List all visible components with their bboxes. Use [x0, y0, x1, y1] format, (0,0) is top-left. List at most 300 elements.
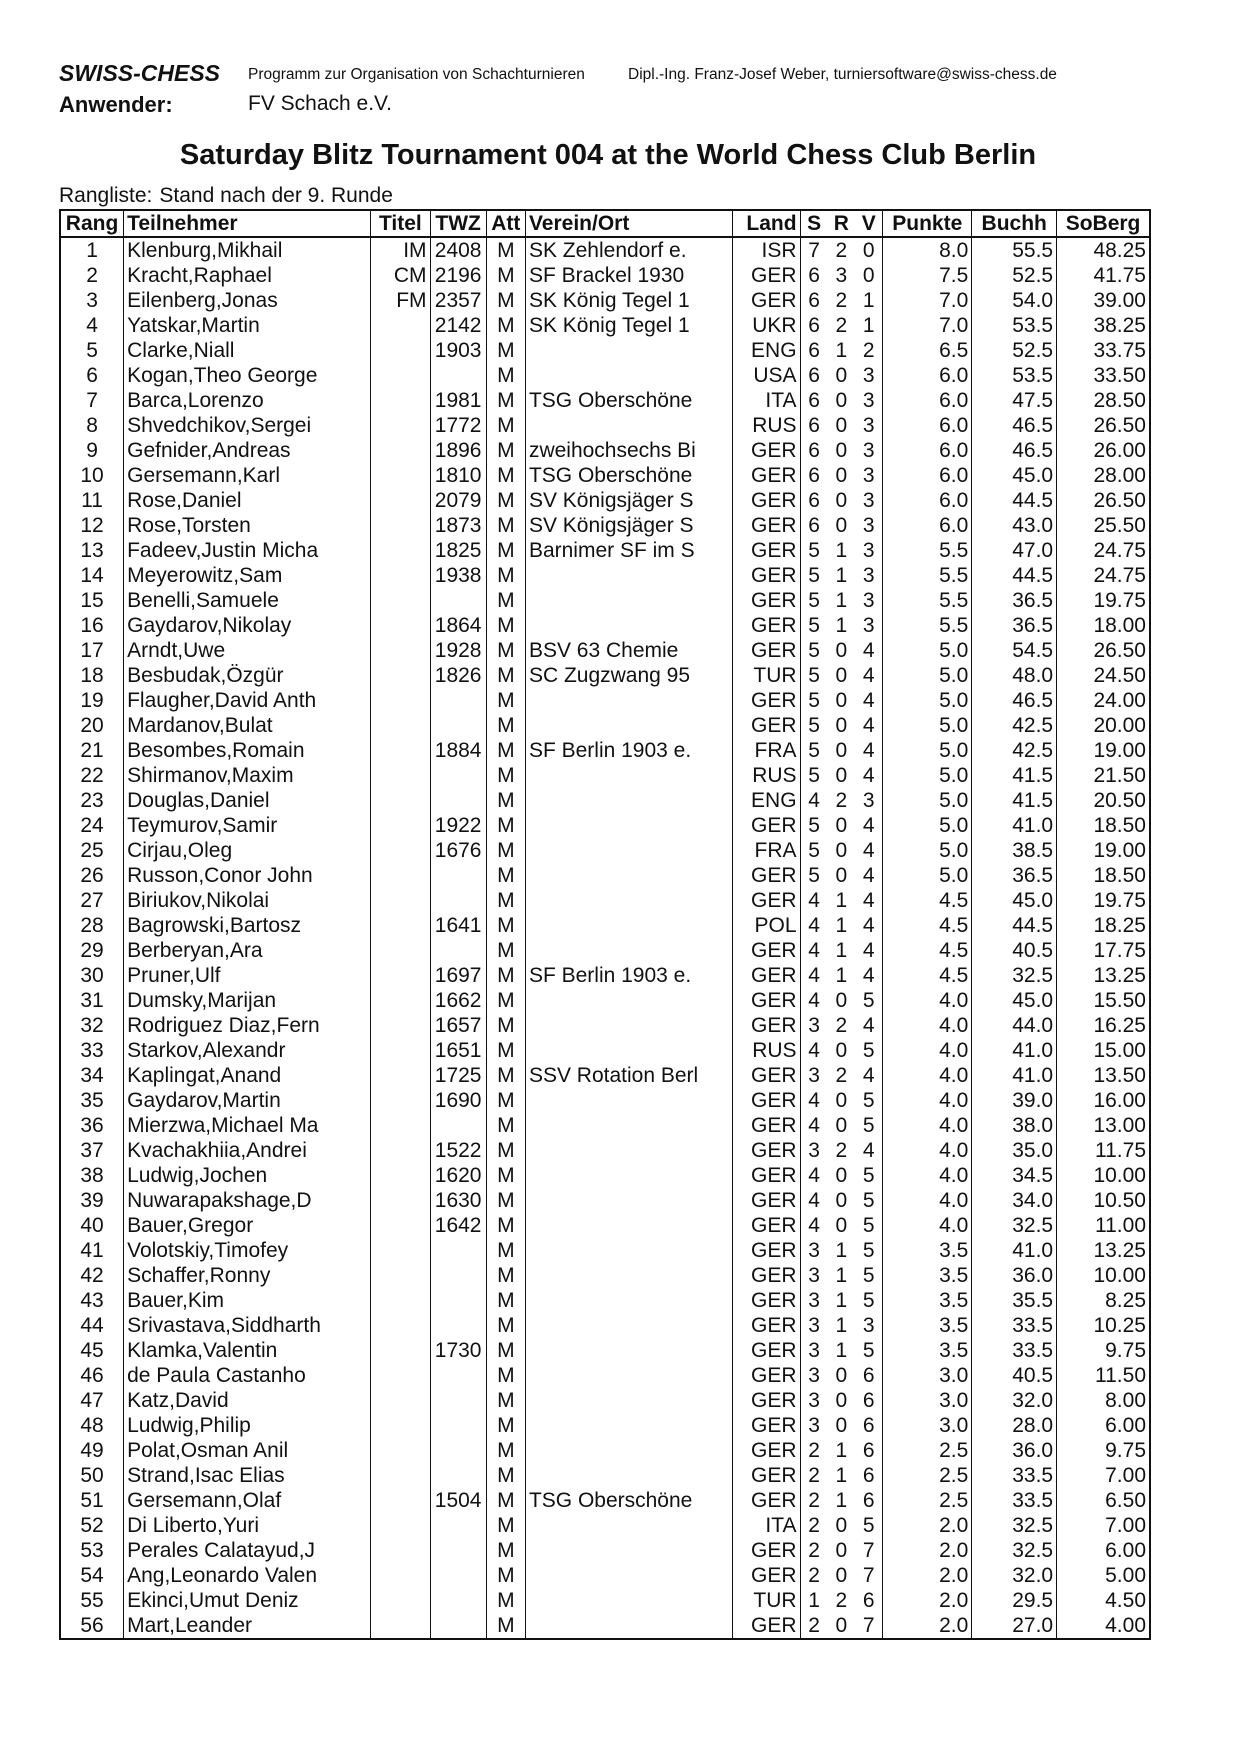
cell-draws: 0 — [835, 1514, 848, 1537]
cell-country: GER — [732, 1463, 800, 1488]
cell-rating: 1864 — [430, 613, 486, 638]
cell-player-name: Douglas,Daniel — [124, 788, 371, 813]
cell-rating: 1826 — [430, 663, 486, 688]
table-row — [60, 1163, 1150, 1188]
cell-buchholz: 54.0 — [972, 288, 1057, 313]
cell-player-name: Shvedchikov,Sergei — [124, 413, 371, 438]
cell-rank: 2 — [60, 263, 124, 288]
cell-club — [525, 1238, 732, 1263]
cell-country: GER — [732, 563, 800, 588]
cell-buchholz: 41.5 — [972, 788, 1057, 813]
cell-rating: 1896 — [430, 438, 486, 463]
cell-club: TSG Oberschöne — [525, 463, 732, 488]
cell-rating — [430, 1413, 486, 1438]
cell-points: 6.0 — [883, 513, 972, 538]
cell-sonneborn-berger: 25.50 — [1057, 513, 1150, 538]
cell-points: 3.5 — [883, 1313, 972, 1338]
cell-draws: 1 — [835, 1439, 848, 1462]
cell-points: 6.5 — [883, 338, 972, 363]
cell-draws: 0 — [835, 1414, 848, 1437]
cell-country: RUS — [732, 763, 800, 788]
cell-rating: 1620 — [430, 1163, 486, 1188]
cell-buchholz: 38.0 — [972, 1113, 1057, 1138]
cell-player-name: Bauer,Kim — [124, 1288, 371, 1313]
table-row — [60, 1313, 1150, 1338]
table-row — [60, 838, 1150, 863]
cell-points: 5.5 — [883, 613, 972, 638]
cell-losses: 6 — [855, 1438, 883, 1463]
cell-losses: 4 — [855, 763, 883, 788]
cell-wins: 5 — [800, 613, 828, 638]
cell-club — [525, 1188, 732, 1213]
cell-sonneborn-berger: 4.00 — [1057, 1613, 1150, 1639]
table-row — [60, 788, 1150, 813]
table-row — [60, 888, 1150, 913]
cell-sonneborn-berger: 9.75 — [1057, 1338, 1150, 1363]
col-header-rang: Rang — [60, 210, 124, 237]
cell-wins: 6 — [800, 513, 828, 538]
cell-country: GER — [732, 1413, 800, 1438]
cell-club — [525, 338, 732, 363]
cell-player-name: Clarke,Niall — [124, 338, 371, 363]
table-row — [60, 1563, 1150, 1588]
cell-points: 5.0 — [883, 663, 972, 688]
cell-rank: 41 — [60, 1238, 124, 1263]
cell-draws: 0 — [835, 989, 848, 1012]
cell-club — [525, 1138, 732, 1163]
cell-draws: 0 — [835, 489, 848, 512]
cell-rank: 45 — [60, 1338, 124, 1363]
cell-sonneborn-berger: 19.75 — [1057, 888, 1150, 913]
cell-losses: 2 — [855, 338, 883, 363]
cell-attribute: M — [486, 838, 525, 863]
cell-buchholz: 52.5 — [972, 338, 1057, 363]
cell-draws: 1 — [835, 1289, 848, 1312]
cell-club — [525, 1463, 732, 1488]
cell-country: FRA — [732, 838, 800, 863]
cell-title — [371, 1563, 430, 1588]
cell-buchholz: 44.5 — [972, 488, 1057, 513]
cell-wins: 6 — [800, 388, 828, 413]
table-row — [60, 613, 1150, 638]
cell-points: 5.0 — [883, 788, 972, 813]
cell-sonneborn-berger: 33.50 — [1057, 363, 1150, 388]
cell-wins: 4 — [800, 788, 828, 813]
cell-rating: 1981 — [430, 388, 486, 413]
cell-buchholz: 32.5 — [972, 963, 1057, 988]
cell-club: TSG Oberschöne — [525, 1488, 732, 1513]
cell-wins: 5 — [800, 538, 828, 563]
cell-attribute: M — [486, 1013, 525, 1038]
table-row — [60, 963, 1150, 988]
cell-club — [525, 1288, 732, 1313]
cell-sonneborn-berger: 6.00 — [1057, 1538, 1150, 1563]
cell-attribute: M — [486, 338, 525, 363]
cell-rating: 2196 — [430, 263, 486, 288]
table-row — [60, 1288, 1150, 1313]
cell-country: GER — [732, 1313, 800, 1338]
cell-rating — [430, 1463, 486, 1488]
cell-rating — [430, 863, 486, 888]
cell-sonneborn-berger: 26.00 — [1057, 438, 1150, 463]
cell-losses: 3 — [855, 788, 883, 813]
cell-points: 3.5 — [883, 1263, 972, 1288]
program-description: Programm zur Organisation von Schachturnieren — [248, 66, 585, 83]
cell-points: 3.5 — [883, 1238, 972, 1263]
cell-losses: 5 — [855, 1163, 883, 1188]
user-name: FV Schach e.V. — [248, 92, 392, 115]
cell-rank: 31 — [60, 988, 124, 1013]
brand-name: SWISS-CHESS — [59, 60, 221, 86]
cell-draws: 0 — [835, 1114, 848, 1137]
cell-points: 5.5 — [883, 588, 972, 613]
cell-sonneborn-berger: 26.50 — [1057, 413, 1150, 438]
cell-rank: 30 — [60, 963, 124, 988]
cell-attribute: M — [486, 513, 525, 538]
table-row — [60, 913, 1150, 938]
cell-sonneborn-berger: 48.25 — [1057, 237, 1150, 263]
cell-club — [525, 1113, 732, 1138]
table-row — [60, 488, 1150, 513]
cell-points: 4.0 — [883, 1213, 972, 1238]
cell-sonneborn-berger: 16.25 — [1057, 1013, 1150, 1038]
cell-attribute: M — [486, 1413, 525, 1438]
cell-country: GER — [732, 813, 800, 838]
cell-rating: 1651 — [430, 1038, 486, 1063]
cell-draws: 0 — [835, 1364, 848, 1387]
cell-points: 5.0 — [883, 688, 972, 713]
cell-sonneborn-berger: 7.00 — [1057, 1463, 1150, 1488]
cell-losses: 5 — [855, 1263, 883, 1288]
cell-rating — [430, 1563, 486, 1588]
cell-rating: 1903 — [430, 338, 486, 363]
cell-attribute: M — [486, 388, 525, 413]
cell-title: FM — [371, 288, 430, 313]
cell-rating: 1825 — [430, 538, 486, 563]
cell-wins: 3 — [800, 1263, 828, 1288]
cell-losses: 4 — [855, 938, 883, 963]
cell-losses: 4 — [855, 863, 883, 888]
cell-losses: 5 — [855, 1288, 883, 1313]
cell-player-name: Kaplingat,Anand — [124, 1063, 371, 1088]
cell-country: GER — [732, 988, 800, 1013]
cell-draws: 0 — [835, 814, 848, 837]
cell-player-name: Dumsky,Marijan — [124, 988, 371, 1013]
cell-rating: 1657 — [430, 1013, 486, 1038]
cell-points: 4.0 — [883, 1163, 972, 1188]
cell-club: SK König Tegel 1 — [525, 288, 732, 313]
cell-club — [525, 588, 732, 613]
table-row — [60, 1063, 1150, 1088]
table-row — [60, 1513, 1150, 1538]
cell-title — [371, 788, 430, 813]
cell-title — [371, 1138, 430, 1163]
cell-losses: 5 — [855, 1213, 883, 1238]
cell-losses: 3 — [855, 588, 883, 613]
cell-country: GER — [732, 1388, 800, 1413]
cell-sonneborn-berger: 21.50 — [1057, 763, 1150, 788]
cell-sonneborn-berger: 24.50 — [1057, 663, 1150, 688]
cell-sonneborn-berger: 24.75 — [1057, 563, 1150, 588]
cell-rating — [430, 1238, 486, 1263]
cell-rank: 16 — [60, 613, 124, 638]
col-header-punkte: Punkte — [883, 210, 972, 237]
col-header-verein: Verein/Ort — [525, 210, 732, 237]
cell-club: SV Königsjäger S — [525, 488, 732, 513]
cell-player-name: Russon,Conor John — [124, 863, 371, 888]
cell-buchholz: 46.5 — [972, 688, 1057, 713]
cell-rank: 23 — [60, 788, 124, 813]
cell-sonneborn-berger: 13.50 — [1057, 1063, 1150, 1088]
cell-sonneborn-berger: 11.50 — [1057, 1363, 1150, 1388]
cell-buchholz: 46.5 — [972, 438, 1057, 463]
cell-draws: 0 — [835, 689, 848, 712]
cell-points: 7.5 — [883, 263, 972, 288]
cell-country: GER — [732, 438, 800, 463]
cell-wins: 4 — [800, 913, 828, 938]
cell-title — [371, 713, 430, 738]
cell-title — [371, 413, 430, 438]
cell-buchholz: 53.5 — [972, 363, 1057, 388]
cell-points: 5.0 — [883, 763, 972, 788]
cell-title — [371, 888, 430, 913]
cell-player-name: Mierzwa,Michael Ma — [124, 1113, 371, 1138]
cell-rating: 1810 — [430, 463, 486, 488]
cell-draws: 0 — [835, 739, 848, 762]
cell-points: 6.0 — [883, 438, 972, 463]
cell-draws: 0 — [835, 464, 848, 487]
cell-draws: 3 — [835, 264, 848, 287]
cell-title — [371, 1588, 430, 1613]
cell-buchholz: 35.0 — [972, 1138, 1057, 1163]
cell-rating — [430, 1313, 486, 1338]
table-row — [60, 563, 1150, 588]
cell-rank: 5 — [60, 338, 124, 363]
cell-attribute: M — [486, 963, 525, 988]
cell-club — [525, 1563, 732, 1588]
cell-rank: 56 — [60, 1613, 124, 1639]
table-row — [60, 1463, 1150, 1488]
cell-rating — [430, 588, 486, 613]
table-row — [60, 688, 1150, 713]
cell-title — [371, 1388, 430, 1413]
cell-rating — [430, 1613, 486, 1639]
cell-rank: 36 — [60, 1113, 124, 1138]
cell-points: 5.0 — [883, 813, 972, 838]
cell-draws: 0 — [835, 839, 848, 862]
cell-attribute: M — [486, 1238, 525, 1263]
cell-player-name: Mart,Leander — [124, 1613, 371, 1639]
cell-player-name: Teymurov,Samir — [124, 813, 371, 838]
cell-wins: 2 — [800, 1488, 828, 1513]
cell-draws: 0 — [835, 639, 848, 662]
cell-title — [371, 1463, 430, 1488]
cell-club — [525, 1413, 732, 1438]
cell-rank: 40 — [60, 1213, 124, 1238]
cell-losses: 3 — [855, 488, 883, 513]
cell-draws: 0 — [835, 664, 848, 687]
cell-losses: 6 — [855, 1413, 883, 1438]
cell-title — [371, 588, 430, 613]
cell-losses: 3 — [855, 513, 883, 538]
cell-rank: 19 — [60, 688, 124, 713]
cell-rank: 33 — [60, 1038, 124, 1063]
cell-losses: 5 — [855, 1088, 883, 1113]
cell-wins: 5 — [800, 688, 828, 713]
cell-title — [371, 1438, 430, 1463]
cell-draws: 1 — [835, 1239, 848, 1262]
cell-draws: 2 — [835, 1014, 848, 1037]
cell-losses: 5 — [855, 988, 883, 1013]
cell-rank: 12 — [60, 513, 124, 538]
cell-player-name: Ang,Leonardo Valen — [124, 1563, 371, 1588]
cell-rating — [430, 1363, 486, 1388]
cell-buchholz: 36.5 — [972, 588, 1057, 613]
cell-losses: 4 — [855, 888, 883, 913]
table-row — [60, 938, 1150, 963]
cell-draws: 2 — [835, 1139, 848, 1162]
cell-attribute: M — [486, 638, 525, 663]
cell-attribute: M — [486, 1288, 525, 1313]
cell-wins: 5 — [800, 663, 828, 688]
cell-losses: 4 — [855, 813, 883, 838]
cell-club — [525, 413, 732, 438]
cell-buchholz: 32.5 — [972, 1538, 1057, 1563]
cell-country: GER — [732, 1113, 800, 1138]
cell-player-name: Gaydarov,Martin — [124, 1088, 371, 1113]
cell-buchholz: 42.5 — [972, 738, 1057, 763]
cell-buchholz: 47.5 — [972, 388, 1057, 413]
cell-draws: 1 — [835, 939, 848, 962]
cell-wins: 5 — [800, 813, 828, 838]
cell-rank: 25 — [60, 838, 124, 863]
cell-title — [371, 1413, 430, 1438]
cell-points: 2.5 — [883, 1463, 972, 1488]
cell-country: GER — [732, 488, 800, 513]
cell-losses: 1 — [855, 288, 883, 313]
cell-draws: 0 — [835, 764, 848, 787]
cell-points: 5.0 — [883, 838, 972, 863]
cell-wins: 6 — [800, 338, 828, 363]
cell-player-name: Shirmanov,Maxim — [124, 763, 371, 788]
cell-losses: 6 — [855, 1488, 883, 1513]
cell-draws: 1 — [835, 339, 848, 362]
table-row — [60, 1013, 1150, 1038]
col-header-twz: TWZ — [430, 210, 486, 237]
cell-club: SF Berlin 1903 e. — [525, 963, 732, 988]
cell-country: ITA — [732, 388, 800, 413]
cell-title — [371, 1363, 430, 1388]
cell-losses: 3 — [855, 563, 883, 588]
cell-wins: 4 — [800, 1088, 828, 1113]
cell-draws: 0 — [835, 1039, 848, 1062]
cell-player-name: Mardanov,Bulat — [124, 713, 371, 738]
cell-player-name: Nuwarapakshage,D — [124, 1188, 371, 1213]
cell-wins: 5 — [800, 863, 828, 888]
cell-sonneborn-berger: 9.75 — [1057, 1438, 1150, 1463]
cell-sonneborn-berger: 10.25 — [1057, 1313, 1150, 1338]
cell-wins: 6 — [800, 463, 828, 488]
table-row — [60, 338, 1150, 363]
cell-country: GER — [732, 863, 800, 888]
cell-rating: 1730 — [430, 1338, 486, 1363]
author-contact: Dipl.-Ing. Franz-Josef Weber, turniersoftware@swiss-chess.de — [628, 66, 1057, 83]
cell-draws: 2 — [835, 1589, 848, 1612]
cell-rank: 10 — [60, 463, 124, 488]
cell-attribute: M — [486, 263, 525, 288]
cell-country: POL — [732, 913, 800, 938]
cell-points: 5.0 — [883, 713, 972, 738]
cell-club — [525, 1213, 732, 1238]
cell-buchholz: 34.0 — [972, 1188, 1057, 1213]
cell-attribute: M — [486, 1063, 525, 1088]
cell-title — [371, 1188, 430, 1213]
cell-rank: 4 — [60, 313, 124, 338]
cell-player-name: Biriukov,Nikolai — [124, 888, 371, 913]
cell-player-name: Ludwig,Philip — [124, 1413, 371, 1438]
cell-losses: 5 — [855, 1188, 883, 1213]
cell-wins: 3 — [800, 1138, 828, 1163]
cell-buchholz: 36.0 — [972, 1438, 1057, 1463]
cell-club — [525, 913, 732, 938]
cell-rating: 1676 — [430, 838, 486, 863]
table-row — [60, 638, 1150, 663]
cell-losses: 4 — [855, 688, 883, 713]
cell-buchholz: 35.5 — [972, 1288, 1057, 1313]
cell-points: 3.0 — [883, 1363, 972, 1388]
cell-wins: 2 — [800, 1513, 828, 1538]
tournament-title: Saturday Blitz Tournament 004 at the World Chess Club Berlin — [179, 139, 1037, 171]
cell-draws: 1 — [835, 539, 848, 562]
cell-attribute: M — [486, 738, 525, 763]
cell-draws: 0 — [835, 514, 848, 537]
cell-club: SSV Rotation Berl — [525, 1063, 732, 1088]
cell-rating: 1938 — [430, 563, 486, 588]
cell-points: 2.0 — [883, 1513, 972, 1538]
cell-rank: 6 — [60, 363, 124, 388]
cell-rank: 53 — [60, 1538, 124, 1563]
cell-rank: 28 — [60, 913, 124, 938]
cell-draws: 0 — [835, 1389, 848, 1412]
cell-club — [525, 1163, 732, 1188]
cell-losses: 5 — [855, 1038, 883, 1063]
cell-buchholz: 33.5 — [972, 1338, 1057, 1363]
cell-sonneborn-berger: 19.00 — [1057, 738, 1150, 763]
cell-points: 4.5 — [883, 913, 972, 938]
cell-country: GER — [732, 713, 800, 738]
cell-wins: 4 — [800, 1188, 828, 1213]
cell-losses: 3 — [855, 363, 883, 388]
cell-buchholz: 45.0 — [972, 463, 1057, 488]
user-label: Anwender: — [59, 92, 173, 117]
cell-country: GER — [732, 938, 800, 963]
cell-wins: 2 — [800, 1538, 828, 1563]
cell-country: GER — [732, 1363, 800, 1388]
cell-title — [371, 388, 430, 413]
cell-points: 2.5 — [883, 1438, 972, 1463]
cell-player-name: Bagrowski,Bartosz — [124, 913, 371, 938]
cell-attribute: M — [486, 1113, 525, 1138]
cell-rank: 18 — [60, 663, 124, 688]
cell-club — [525, 888, 732, 913]
cell-points: 4.0 — [883, 1088, 972, 1113]
cell-country: GER — [732, 588, 800, 613]
cell-wins: 5 — [800, 638, 828, 663]
table-row — [60, 1213, 1150, 1238]
cell-country: GER — [732, 1188, 800, 1213]
cell-wins: 3 — [800, 1063, 828, 1088]
cell-rank: 1 — [60, 237, 124, 263]
